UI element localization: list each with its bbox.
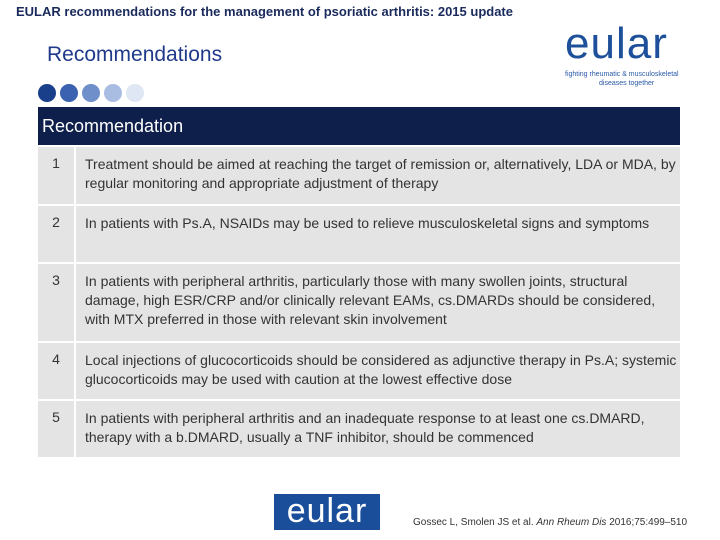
table-row bbox=[38, 204, 680, 262]
logo-wordmark: eular bbox=[565, 19, 668, 68]
dot-5 bbox=[126, 84, 144, 102]
table-row bbox=[38, 341, 680, 399]
logo-tagline-2: diseases together bbox=[599, 80, 655, 87]
table-row bbox=[38, 262, 680, 341]
table-row bbox=[38, 145, 680, 204]
row-text: In patients with Ps.A, NSAIDs may be used to relieve musculoskeletal signs and symptoms bbox=[85, 215, 650, 231]
table-row bbox=[38, 399, 680, 457]
row-number: 4 bbox=[38, 343, 76, 399]
row-number: 3 bbox=[38, 264, 76, 341]
eular-logo bbox=[565, 19, 695, 88]
row-number: 2 bbox=[38, 206, 76, 262]
dot-4 bbox=[104, 84, 122, 102]
section-title: Recommendations bbox=[47, 43, 223, 66]
citation bbox=[413, 517, 687, 528]
logo-tagline: fighting rheumatic & musculoskeletal bbox=[565, 71, 679, 78]
row-text: Local injections of glucocorticoids should be considered as adjunctive therapy in Ps.A; systemic glucocorticoids may be used with caution at the lowest effective dose bbox=[85, 352, 677, 387]
citation-ref: 2016;75:499–510 bbox=[606, 517, 688, 528]
citation-journal: Ann Rheum Dis bbox=[536, 517, 607, 528]
decorative-dots bbox=[38, 84, 144, 102]
row-text: In patients with peripheral arthritis and an inadequate response to at least one cs.DMARD, therapy with a b.DMARD, usually a TNF inhibitor, should be commenced bbox=[85, 410, 645, 445]
row-number: 5 bbox=[38, 401, 76, 457]
dot-2 bbox=[60, 84, 78, 102]
dot-3 bbox=[82, 84, 100, 102]
eular-logo-footer: eular bbox=[274, 494, 380, 530]
recommendations-table bbox=[38, 107, 680, 457]
citation-authors: Gossec L, Smolen JS et al. bbox=[413, 517, 537, 528]
table-header: Recommendation bbox=[38, 107, 680, 145]
dot-1 bbox=[38, 84, 56, 102]
row-text: In patients with peripheral arthritis, particularly those with many swollen joints, structural damage, high ESR/CRP and/or clinically relevant EAMs, cs.DMARDs should be considered, with MTX preferred in those with relevant skin involvement bbox=[85, 273, 656, 327]
row-number: 1 bbox=[38, 147, 76, 204]
document-title: EULAR recommendations for the management of psoriatic arthritis: 2015 update bbox=[16, 4, 513, 19]
row-text: Treatment should be aimed at reaching the target of remission or, alternatively, LDA or MDA, by regular monitoring and appropriate adjustment of therapy bbox=[85, 156, 676, 191]
